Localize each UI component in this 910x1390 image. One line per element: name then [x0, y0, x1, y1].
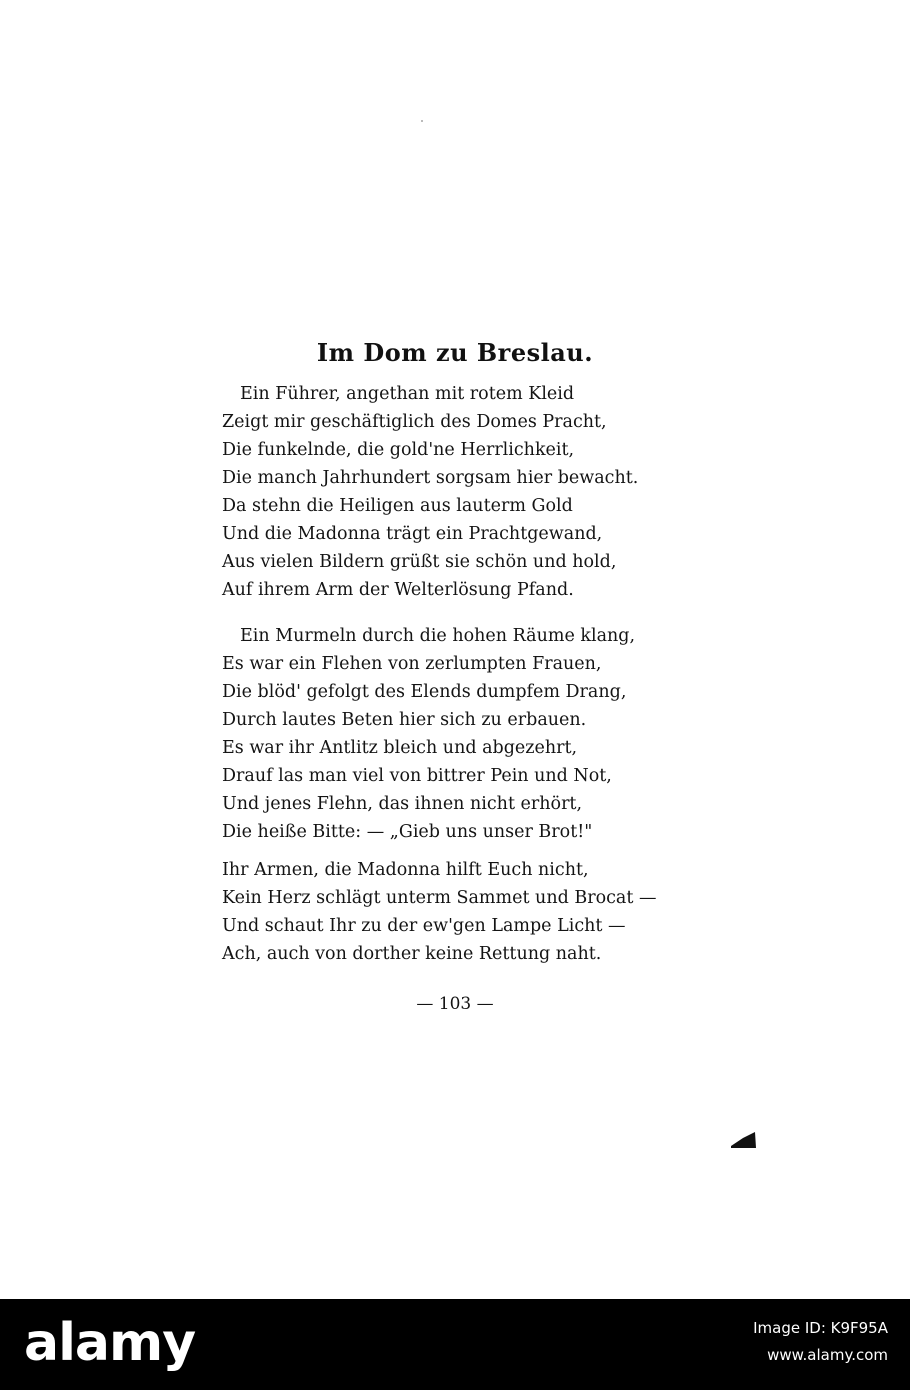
poem-line: Die manch Jahrhundert sorgsam hier bewacht. [222, 468, 639, 488]
poem-line: Drauf las man viel von bittrer Pein und Not, [222, 766, 612, 786]
poem-line: Ihr Armen, die Madonna hilft Euch nicht, [222, 860, 589, 880]
poem-line: Die funkelnde, die gold'ne Herrlichkeit, [222, 440, 575, 460]
site-url: www.alamy.com [767, 1346, 888, 1364]
poem-line: Es war ihr Antlitz bleich und abgezehrt, [222, 738, 578, 758]
poem-line: Durch lautes Beten hier sich zu erbauen. [222, 710, 587, 730]
poem-line: Kein Herz schlägt unterm Sammet und Brocat — [222, 888, 657, 908]
poem-line: Ein Murmeln durch die hohen Räume klang, [240, 626, 636, 646]
page-number: — 103 — [416, 994, 494, 1014]
speck [421, 120, 423, 122]
poem-line: Und schaut Ihr zu der ew'gen Lampe Licht — [222, 916, 626, 936]
poem-title: Im Dom zu Breslau. [316, 338, 594, 367]
poem-line: Ein Führer, angethan mit rotem Kleid [240, 384, 575, 404]
poem-line: Zeigt mir geschäftiglich des Domes Pracht, [222, 412, 607, 432]
image-id-label: Image ID: K9F95A [753, 1319, 888, 1337]
poem-line: Da stehn die Heiligen aus lauterm Gold [222, 496, 573, 516]
watermark-footer [0, 1299, 910, 1390]
poem-line: Aus vielen Bildern grüßt sie schön und hold, [222, 552, 617, 572]
poem-line: Die blöd' gefolgt des Elends dumpfem Drang, [222, 682, 627, 702]
poem-line: Die heiße Bitte: — „Gieb uns unser Brot!" [222, 822, 593, 842]
poem-line: Es war ein Flehen von zerlumpten Frauen, [222, 654, 602, 674]
poem-line: Ach, auch von dorther keine Rettung naht. [222, 944, 602, 964]
poem-line: Auf ihrem Arm der Welterlösung Pfand. [222, 580, 574, 600]
alamy-logo: alamy [24, 1313, 196, 1373]
poem-line: Und die Madonna trägt ein Prachtgewand, [222, 524, 603, 544]
poem-line: Und jenes Flehn, das ihnen nicht erhört, [222, 794, 583, 814]
ink-blot-icon [731, 1132, 757, 1148]
